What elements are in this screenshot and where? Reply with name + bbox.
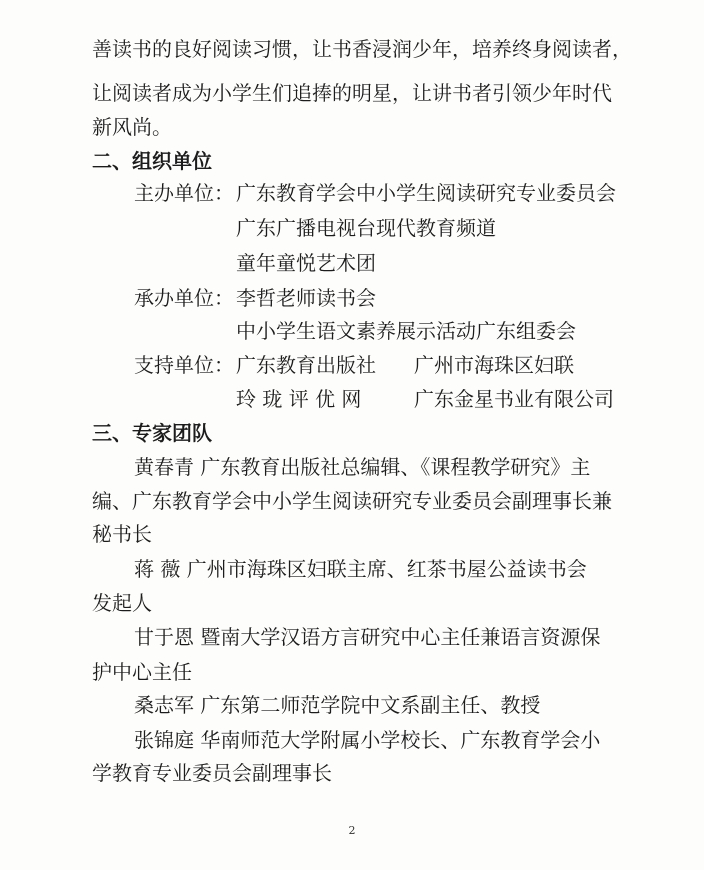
- intro-line: 善读书的良好阅读习惯，让书香浸润少年，培养终身阅读者，: [92, 37, 632, 61]
- page-number: 2: [348, 824, 356, 837]
- host-unit: 广东教育学会中小学生阅读研究专业委员会: [236, 181, 616, 205]
- expert-line: 黄春青 广东教育出版社总编辑、《课程教学研究》主: [134, 455, 591, 479]
- supporter-unit: 广州市海珠区妇联: [414, 353, 574, 377]
- expert-line: 护中心主任: [92, 660, 192, 684]
- expert-line: 桑志军 广东第二师范学院中文系副主任、教授: [134, 693, 541, 717]
- organizer-unit: 李哲老师读书会: [236, 286, 376, 310]
- supporter-unit: 广东教育出版社: [236, 353, 376, 377]
- section-heading-experts: 三、专家团队: [92, 421, 212, 445]
- expert-line: 蒋 薇 广州市海珠区妇联主席、红茶书屋公益读书会: [134, 557, 587, 581]
- supporter-unit: 玲 珑 评 优 网: [236, 387, 362, 411]
- section-heading-organizers: 二、组织单位: [92, 149, 212, 173]
- expert-line: 甘于恩 暨南大学汉语方言研究中心主任兼语言资源保: [134, 625, 601, 649]
- host-label: 主办单位：: [134, 181, 234, 205]
- intro-line: 让阅读者成为小学生们追捧的明星，让讲书者引领少年时代: [92, 81, 612, 105]
- expert-line: 学教育专业委员会副理事长: [92, 761, 332, 785]
- supporter-label: 支持单位：: [134, 353, 234, 377]
- host-unit: 广东广播电视台现代教育频道: [236, 216, 496, 240]
- expert-line: 发起人: [92, 591, 152, 615]
- host-unit: 童年童悦艺术团: [236, 251, 376, 275]
- organizer-label: 承办单位：: [134, 286, 234, 310]
- organizer-unit: 中小学生语文素养展示活动广东组委会: [236, 319, 576, 343]
- expert-line: 编、广东教育学会中小学生阅读研究专业委员会副理事长兼: [92, 489, 612, 513]
- expert-line: 秘书长: [92, 522, 152, 546]
- intro-line: 新风尚。: [92, 115, 172, 139]
- expert-line: 张锦庭 华南师范大学附属小学校长、广东教育学会小: [134, 728, 601, 752]
- supporter-unit: 广东金星书业有限公司: [414, 387, 614, 411]
